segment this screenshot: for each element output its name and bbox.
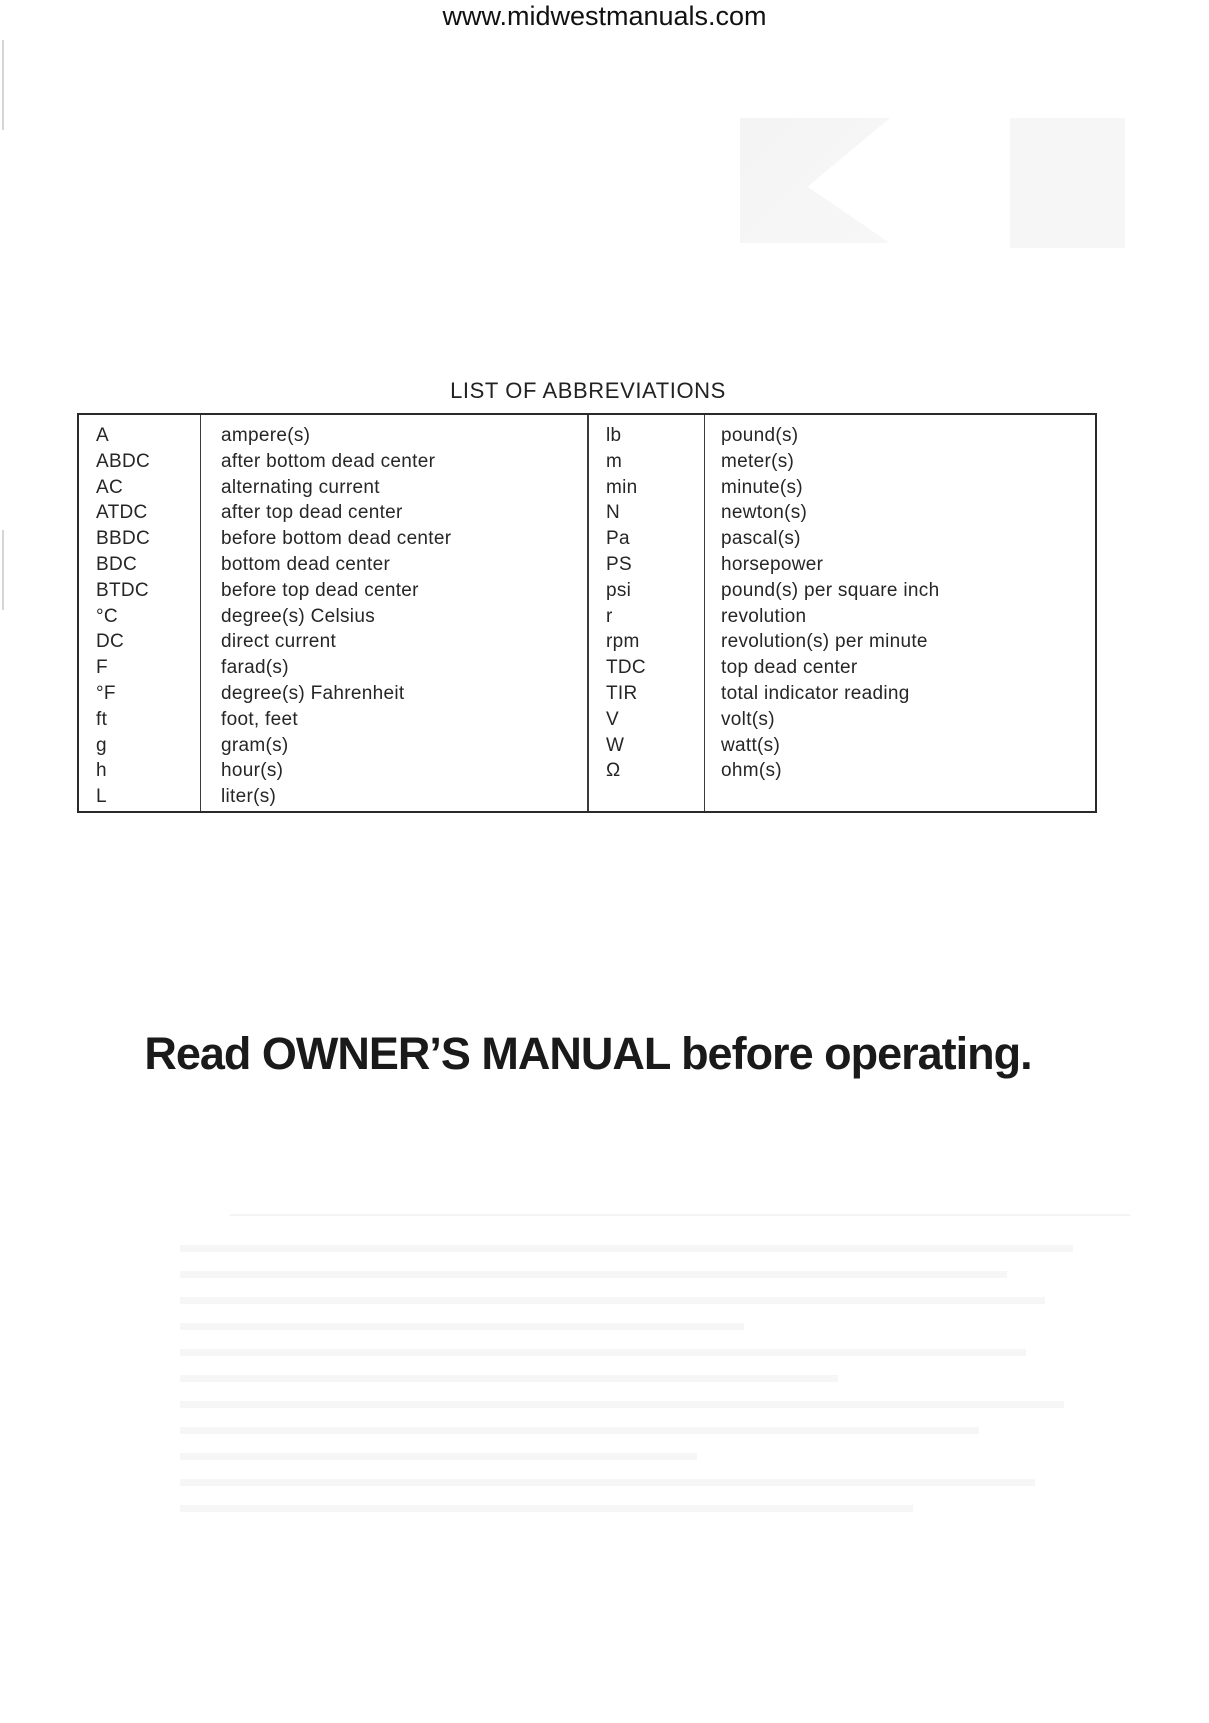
meaning: after top dead center [221,502,403,524]
table-divider [704,415,705,811]
meaning: ohm(s) [721,760,782,782]
bleed-through-rule [230,1214,1130,1216]
bleed-through-block [1010,118,1125,248]
table-center-divider [587,415,589,811]
abbreviation: DC [96,631,125,653]
meaning: before bottom dead center [221,528,452,550]
meaning: minute(s) [721,476,803,498]
meaning: ampere(s) [221,425,311,446]
abbreviations-title: LIST OF ABBREVIATIONS [450,378,726,403]
scan-edge-mark [2,40,4,130]
right-abbreviation-column [606,423,646,784]
meaning: pound(s) [721,425,799,446]
table-divider [200,415,201,811]
meaning: hour(s) [221,760,284,782]
meaning: horsepower [721,553,824,575]
abbreviation: rpm [606,631,640,653]
abbreviation: m [606,450,623,472]
meaning: newton(s) [721,502,808,524]
abbreviation: °C [96,605,118,627]
meaning: meter(s) [721,450,795,472]
meaning: top dead center [721,657,858,679]
left-abbreviation-column [96,423,150,810]
abbreviation: TIR [606,682,638,704]
bleed-through-text-lines [180,1245,1120,1531]
abbreviations-table [77,413,1097,813]
meaning: before top dead center [221,579,419,601]
abbreviation: ft [96,708,108,730]
meaning: revolution [721,605,807,627]
meaning: volt(s) [721,708,775,730]
abbreviation: min [606,476,638,498]
abbreviation: PS [606,553,632,575]
meaning: after bottom dead center [221,450,436,472]
meaning: gram(s) [221,734,289,756]
left-meaning-column [221,423,451,810]
meaning: pascal(s) [721,528,801,550]
abbreviation: BBDC [96,528,150,550]
abbreviation: AC [96,476,123,498]
abbreviation: r [606,605,613,627]
abbreviation: A [96,425,109,446]
abbreviation: Pa [606,528,630,550]
abbreviation: g [96,734,107,756]
meaning: degree(s) Fahrenheit [221,682,405,704]
abbreviation: F [96,657,108,679]
abbreviation: °F [96,682,116,704]
abbreviation: W [606,734,625,756]
meaning: direct current [221,631,337,653]
meaning: liter(s) [221,786,277,808]
meaning: revolution(s) per minute [721,631,928,653]
abbreviation: ABDC [96,450,150,472]
meaning: watt(s) [721,734,781,756]
scan-edge-mark [2,530,4,610]
abbreviation: lb [606,425,622,446]
right-meaning-column [721,423,939,784]
abbreviation: N [606,502,621,524]
abbreviation: ATDC [96,502,148,524]
meaning: bottom dead center [221,553,391,575]
abbreviation: BDC [96,553,138,575]
meaning: total indicator reading [721,682,910,704]
bleed-through-logo-shape [740,118,890,243]
abbreviation: TDC [606,657,646,679]
abbreviation: BTDC [96,579,149,601]
abbreviation: V [606,708,619,730]
meaning: pound(s) per square inch [721,579,940,601]
meaning: degree(s) Celsius [221,605,375,627]
meaning: alternating current [221,476,380,498]
abbreviation: L [96,786,107,808]
abbreviation: h [96,760,107,782]
abbreviation: psi [606,579,632,601]
meaning: foot, feet [221,708,298,730]
owners-manual-notice: Read OWNER’S MANUAL before operating. [144,1028,1032,1079]
site-url: www.midwestmanuals.com [442,1,767,31]
meaning: farad(s) [221,657,289,679]
abbreviation: Ω [606,760,621,782]
